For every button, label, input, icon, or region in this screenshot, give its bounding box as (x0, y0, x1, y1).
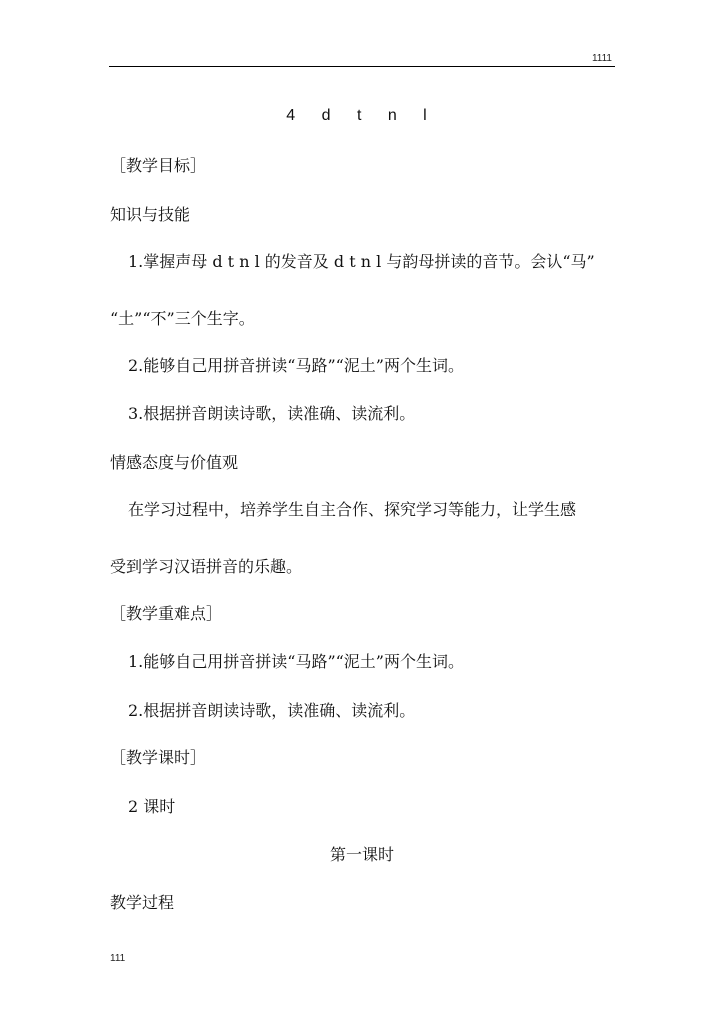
header-page-number: 1111 (591, 53, 612, 64)
key-difficulties-heading: ［教学重难点］ (110, 604, 223, 623)
document-title: 4 d t n l (286, 107, 438, 124)
teaching-hours-value: 2 课时 (128, 797, 176, 816)
knowledge-item-1-line-2: “土”“不”三个生字。 (110, 309, 255, 328)
lesson-title: 第一课时 (329, 845, 394, 864)
emotion-values-heading: 情感态度与价值观 (110, 453, 239, 472)
teaching-goals-heading: ［教学目标］ (110, 156, 207, 175)
key-item-1: 1.能够自己用拼音拼读“马路”“泥土”两个生词。 (128, 652, 464, 671)
knowledge-item-1-line-1: 1.掌握声母 d t n l 的发音及 d t n l 与韵母拼读的音节。会认“马” (128, 252, 595, 271)
header-rule (109, 66, 615, 67)
knowledge-skills-heading: 知识与技能 (110, 205, 191, 224)
teaching-process-heading: 教学过程 (110, 893, 175, 912)
knowledge-item-3: 3.根据拼音朗读诗歌，读准确、读流利。 (128, 404, 416, 423)
key-item-2: 2.根据拼音朗读诗歌，读准确、读流利。 (128, 701, 416, 720)
footer-page-number: 111 (110, 953, 126, 964)
teaching-hours-heading: ［教学课时］ (110, 748, 207, 767)
emotion-paragraph-line-1: 在学习过程中，培养学生自主合作、探究学习等能力，让学生感 (128, 500, 577, 519)
emotion-paragraph-line-2: 受到学习汉语拼音的乐趣。 (110, 557, 303, 576)
knowledge-item-2: 2.能够自己用拼音拼读“马路”“泥土”两个生词。 (128, 356, 464, 375)
